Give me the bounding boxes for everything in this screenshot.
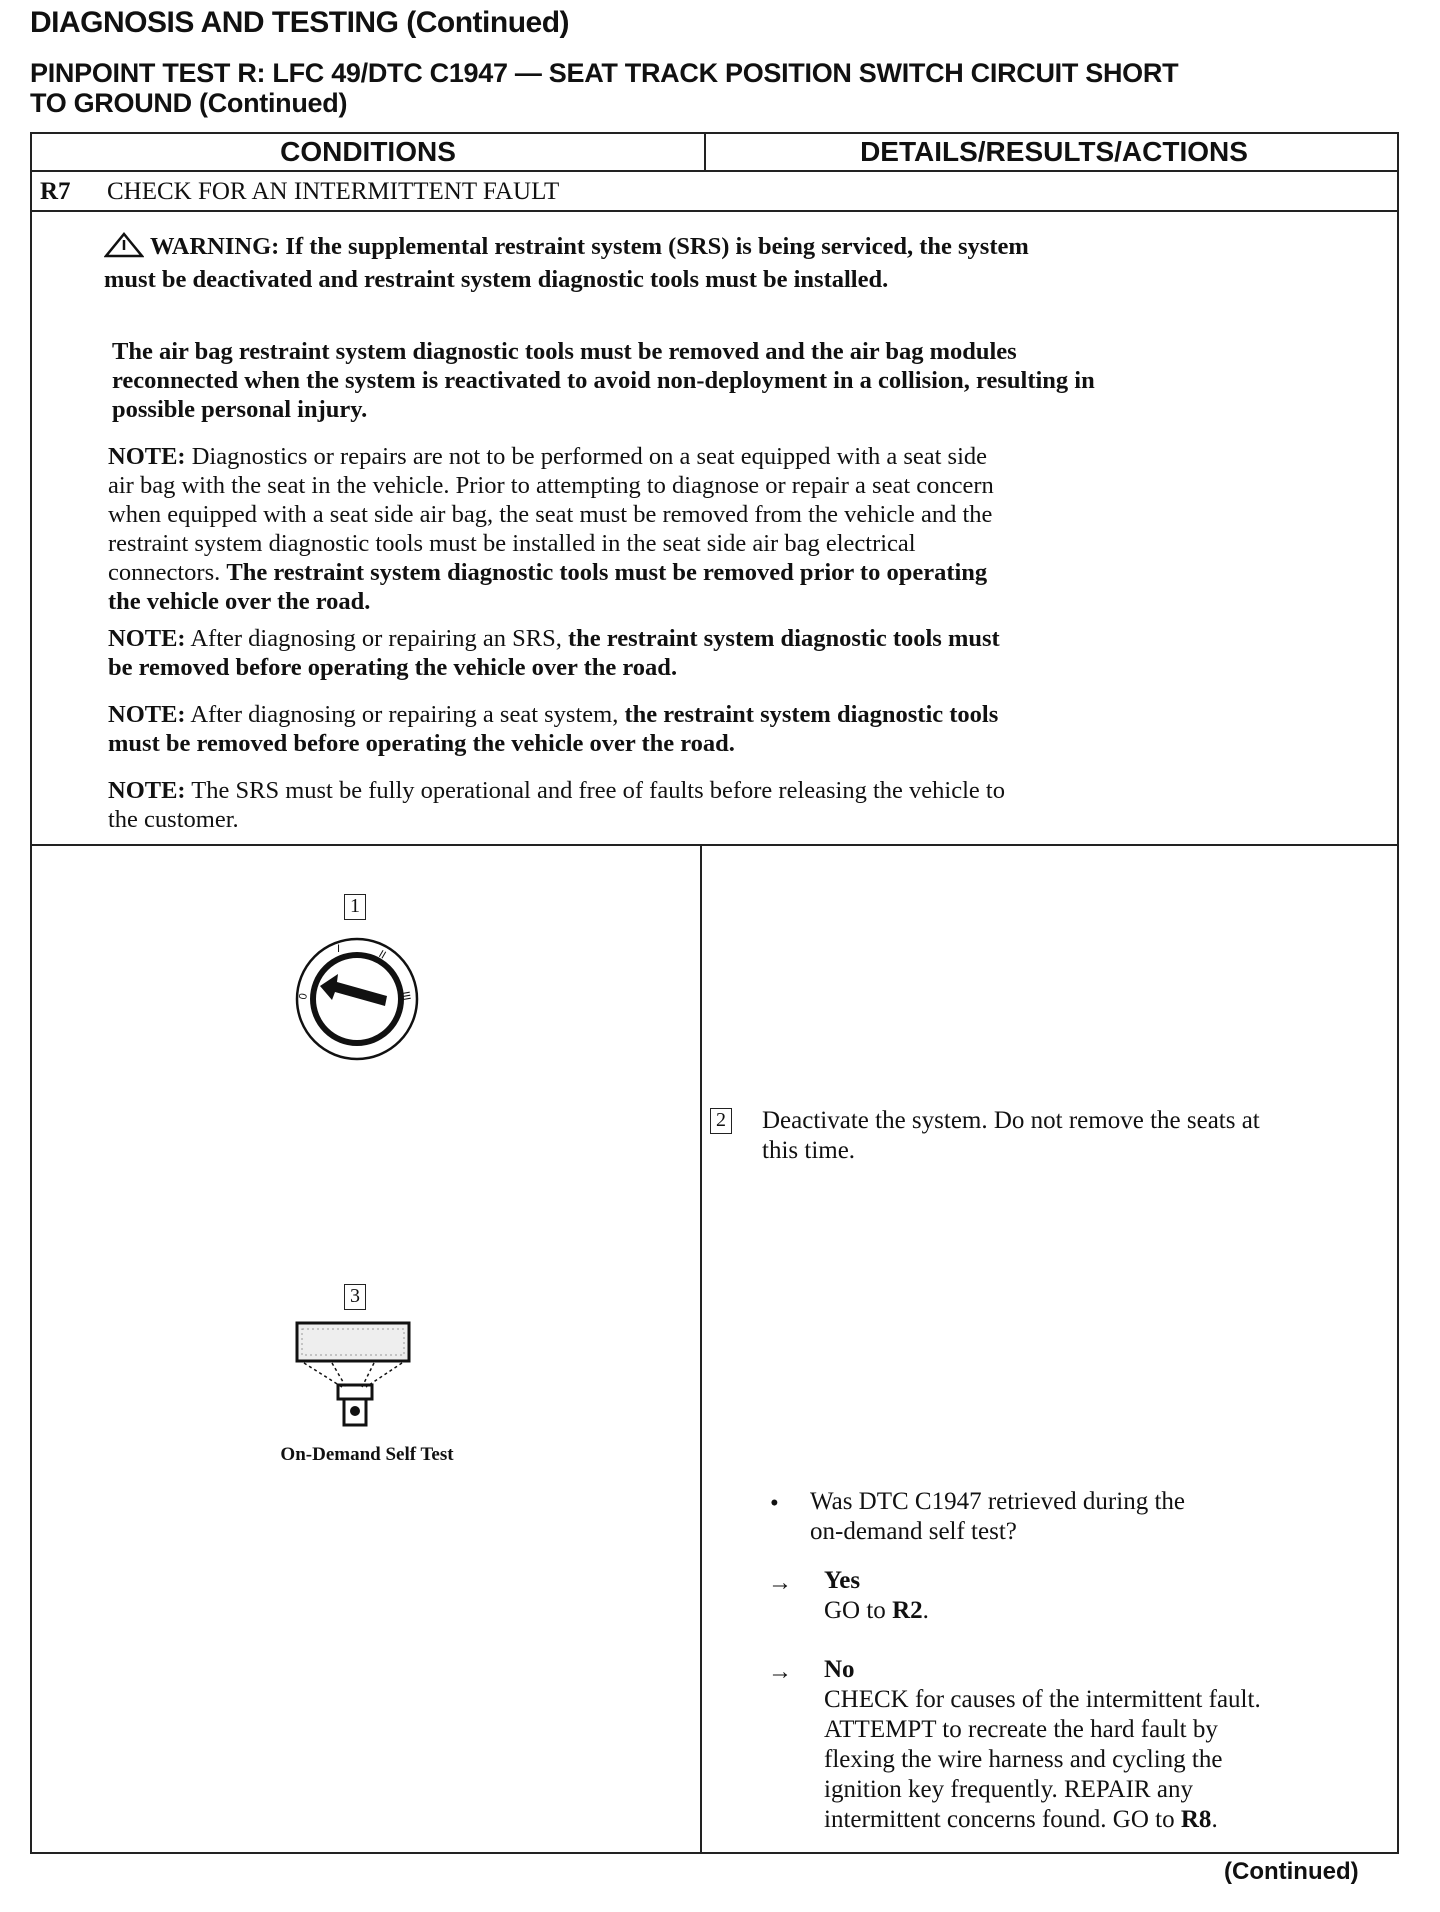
note-1 (108, 442, 1388, 616)
yes-period: . (922, 1597, 929, 1624)
page-title: DIAGNOSIS AND TESTING (Continued) (30, 6, 570, 39)
yes-go-to-r2: R2 (892, 1597, 923, 1624)
step-2-instruction (762, 1106, 1382, 1166)
note-3-line-1b: the restraint system diagnostic tools (624, 701, 999, 728)
question-line-1: Was DTC C1947 retrieved during the (810, 1488, 1185, 1515)
no-line-4: ignition key frequently. REPAIR any (824, 1776, 1193, 1803)
pinpoint-test-title (30, 58, 1410, 118)
note-label: NOTE: (108, 625, 186, 652)
no-label: No (824, 1656, 855, 1683)
note-3-line-1a: After diagnosing or repairing a seat system, (185, 701, 625, 728)
callout-2: 2 (710, 1108, 732, 1134)
no-period: . (1211, 1806, 1218, 1833)
no-go-to-r8: R8 (1180, 1806, 1212, 1833)
note-label: NOTE: (108, 443, 186, 470)
note-1-line-5b: The restraint system diagnostic tools must be removed prior to operating (226, 559, 988, 586)
test-title-line-1: PINPOINT TEST R: LFC 49/DTC C1947 — SEAT TRACK POSITION SWITCH CIRCUIT SHORT (30, 58, 1179, 88)
ignition-label-3: III (399, 990, 413, 1002)
note-1-line-6: the vehicle over the road. (108, 588, 371, 615)
on-demand-caption: On-Demand Self Test (280, 1444, 454, 1465)
warning-p2-line-1: The air bag restraint system diagnostic tools must be removed and the air bag modules (112, 338, 1017, 365)
note-2-line-1a: After diagnosing or repairing an SRS, (185, 625, 569, 652)
no-arrow: → (768, 1659, 792, 1685)
step-2-line-1: Deactivate the system. Do not remove the seats at (762, 1107, 1260, 1134)
note-1-line-5a: connectors. (108, 559, 227, 586)
notes-rule (32, 844, 1397, 846)
callout-1: 1 (344, 894, 366, 920)
note-1-line-3: when equipped with a seat side air bag, the seat must be removed from the vehicle and the (108, 501, 993, 528)
body-divider (700, 844, 702, 1854)
pinpoint-test-table (30, 132, 1399, 1854)
note-4-line-2: the customer. (108, 806, 239, 833)
yes-arrow: → (768, 1570, 792, 1596)
yes-result (824, 1566, 1384, 1626)
yes-action-text: GO to (824, 1597, 893, 1624)
diagnostic-tool-icon (294, 1321, 414, 1436)
step-2-line-2: this time. (762, 1137, 856, 1164)
no-line-3: flexing the wire harness and cycling the (824, 1746, 1223, 1773)
question-bullet: • (770, 1490, 779, 1517)
warning-p2-line-2: reconnected when the system is reactivated to avoid non-deployment in a collision, resulting in (112, 367, 1095, 394)
callout-3: 3 (344, 1284, 366, 1310)
ignition-switch-icon (292, 934, 422, 1069)
note-label: NOTE: (108, 777, 186, 804)
note-2 (108, 624, 1388, 682)
header-rule (32, 170, 1397, 172)
warning-p2-line-3: possible personal injury. (112, 396, 368, 423)
step-id: R7 (40, 178, 71, 205)
conditions-header: CONDITIONS (280, 136, 456, 167)
warning-line-1: WARNING: If the supplemental restraint system (SRS) is being serviced, the system (150, 233, 1029, 260)
test-title-line-2: TO GROUND (Continued) (30, 88, 348, 118)
ignition-label-2: II (376, 948, 388, 962)
ignition-label-1: I (337, 943, 341, 955)
step-rule (32, 210, 1397, 212)
warning-paragraph-2 (112, 337, 1392, 424)
no-line-2: ATTEMPT to recreate the hard fault by (824, 1716, 1218, 1743)
note-4-line-1: The SRS must be fully operational and free of faults before releasing the vehicle to (185, 777, 1005, 804)
note-label: NOTE: (108, 701, 186, 728)
continued-footer: (Continued) (1224, 1858, 1359, 1885)
question-text (810, 1487, 1390, 1547)
details-header: DETAILS/RESULTS/ACTIONS (860, 136, 1248, 167)
header-divider (704, 134, 706, 170)
yes-label: Yes (824, 1567, 861, 1594)
ignition-label-0: 0 (297, 992, 311, 1001)
warning-line-2: must be deactivated and restraint system diagnostic tools must be installed. (104, 266, 889, 293)
note-4 (108, 776, 1388, 834)
no-line-1: CHECK for causes of the intermittent fault. (824, 1686, 1261, 1713)
step-title: CHECK FOR AN INTERMITTENT FAULT (107, 178, 560, 205)
no-result (824, 1655, 1394, 1835)
note-1-line-2: air bag with the seat in the vehicle. Prior to attempting to diagnose or repair a seat concern (108, 472, 994, 499)
warning-triangle-icon (104, 232, 150, 265)
question-line-2: on-demand self test? (810, 1518, 1017, 1545)
note-3-line-2: must be removed before operating the vehicle over the road. (108, 730, 735, 757)
note-3 (108, 700, 1388, 758)
note-1-line-4: restraint system diagnostic tools must be installed in the seat side air bag electrical (108, 530, 916, 557)
warning-block (104, 232, 1384, 294)
no-line-5: intermittent concerns found. GO to (824, 1806, 1181, 1833)
note-1-line-1: Diagnostics or repairs are not to be performed on a seat equipped with a seat side (185, 443, 988, 470)
note-2-line-1b: the restraint system diagnostic tools must (568, 625, 1000, 652)
note-2-line-2: be removed before operating the vehicle over the road. (108, 654, 678, 681)
